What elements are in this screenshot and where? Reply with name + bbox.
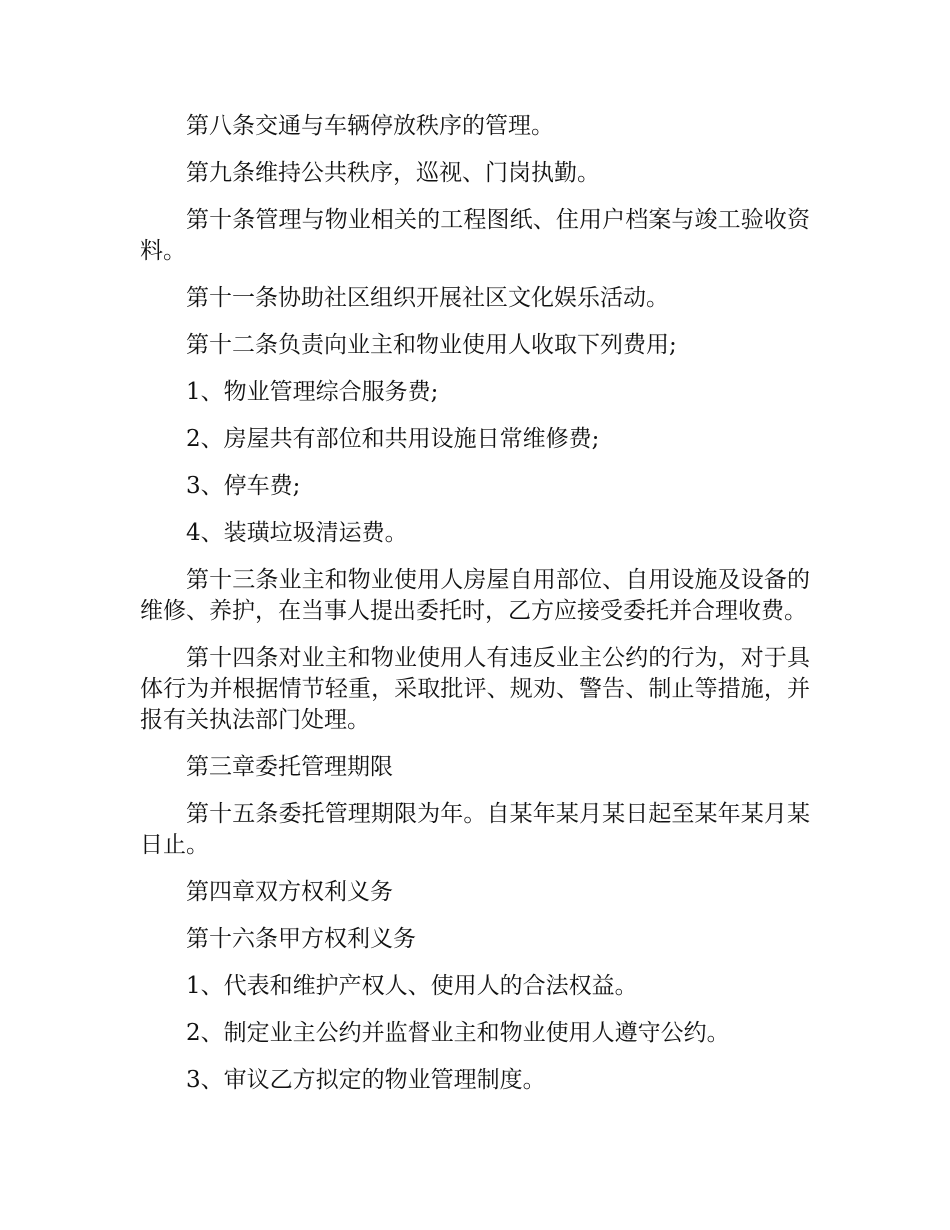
paragraph-article-12: 第十二条负责向业主和物业使用人收取下列费用; — [186, 332, 677, 358]
list-item-fee-1: 1、物业管理综合服务费; — [186, 379, 439, 405]
paragraph-article-14: 第十四条对业主和物业使用人有违反业主公约的行为，对于具体行为并根据情节轻重，采取批评、规劝、警告、制止等措施，并报有关执法部门处理。 — [140, 645, 810, 733]
list-item-duty-3: 3、审议乙方拟定的物业管理制度。 — [186, 1067, 546, 1093]
list-item-fee-4: 4、装璜垃圾清运费。 — [186, 520, 408, 546]
paragraph-article-16: 第十六条甲方权利义务 — [186, 926, 416, 952]
paragraph-article-10: 第十条管理与物业相关的工程图纸、住用户档案与竣工验收资料。 — [140, 207, 810, 264]
paragraph-article-8: 第八条交通与车辆停放秩序的管理。 — [186, 113, 554, 139]
paragraph-article-15: 第十五条委托管理期限为年。自某年某月某日起至某年某月某日止。 — [140, 801, 810, 858]
list-item-duty-1: 1、代表和维护产权人、使用人的合法权益。 — [186, 973, 638, 999]
chapter-heading-3: 第三章委托管理期限 — [186, 754, 393, 780]
list-item-fee-3: 3、停车费; — [186, 473, 301, 499]
paragraph-article-13: 第十三条业主和物业使用人房屋自用部位、自用设施及设备的维修、养护，在当事人提出委托时，乙方应接受委托并合理收费。 — [140, 567, 810, 624]
list-item-fee-2: 2、房屋共有部位和共用设施日常维修费; — [186, 426, 600, 452]
chapter-heading-4: 第四章双方权利义务 — [186, 879, 393, 905]
document-body — [140, 111, 810, 1112]
list-item-duty-2: 2、制定业主公约并监督业主和物业使用人遵守公约。 — [186, 1020, 730, 1046]
paragraph-article-11: 第十一条协助社区组织开展社区文化娱乐活动。 — [186, 285, 669, 311]
paragraph-article-9: 第九条维持公共秩序，巡视、门岗执勤。 — [186, 160, 600, 186]
